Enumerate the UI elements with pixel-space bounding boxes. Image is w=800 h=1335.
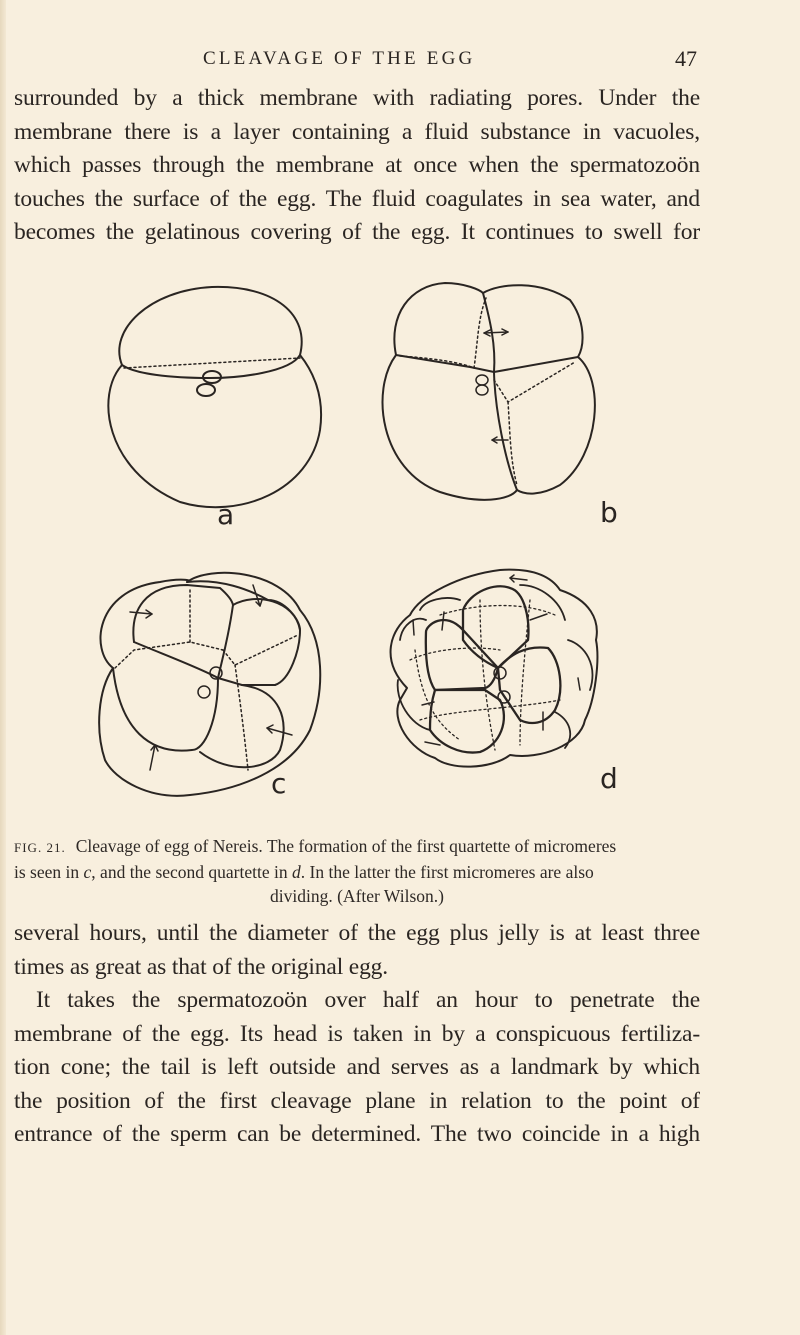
running-head xyxy=(0,44,800,74)
body-text-bottom xyxy=(14,917,700,1152)
caption-line-3: dividing. (After Wilson.) xyxy=(270,886,444,906)
text-line: tion cone; the tail is left outside and serves as a landmark by which xyxy=(14,1054,700,1080)
figure-21 xyxy=(0,275,800,815)
panel-c-drawing xyxy=(99,573,320,800)
caption-line-1: FIG. 21. Cleavage of egg of Nereis. The formation of the first quartette of micromeres xyxy=(14,836,617,856)
body-text-top xyxy=(14,82,700,250)
text-line: touches the surface of the egg. The fluid coagulates in sea water, and xyxy=(14,185,700,212)
caption-line-2: is seen in c, and the second quartette in d. In the latter the first micromeres are also xyxy=(14,862,594,882)
text-line: several hours, until the diameter of the egg plus jelly is at least three xyxy=(14,920,700,946)
text-line: which passes through the membrane at once when the spermatozoön xyxy=(14,152,700,178)
running-title: CLEAVAGE OF THE EGG xyxy=(203,48,476,69)
panel-label-b: b xyxy=(600,496,618,529)
panel-d-drawing xyxy=(391,570,598,767)
panel-label-a: a xyxy=(217,498,235,531)
text-line: becomes the gelatinous covering of the egg. It continues to swell for xyxy=(14,219,700,245)
figure-number: FIG. 21. xyxy=(14,840,66,855)
panel-b-drawing xyxy=(383,283,595,500)
panel-ref-c: c xyxy=(83,862,92,882)
panel-label-c: c xyxy=(271,767,287,800)
panel-a-drawing xyxy=(108,287,321,507)
paragraph-start-line: It takes the spermatozoön over half an hour to penetrate the xyxy=(36,987,700,1013)
text-line: entrance of the sperm can be determined. The two coincide in a high xyxy=(14,1121,700,1147)
text-line: surrounded by a thick membrane with radiating pores. Under the xyxy=(14,85,700,111)
text-line: the position of the first cleavage plane in relation to the point of xyxy=(14,1087,700,1114)
page-number: 47 xyxy=(675,46,697,71)
text-line: times as great as that of the original egg. xyxy=(14,953,389,980)
text-line: membrane of the egg. Its head is taken in by a conspicuous fertiliza- xyxy=(14,1020,700,1047)
figure-caption xyxy=(14,834,700,908)
panel-ref-d: d xyxy=(292,862,301,882)
text-line: membrane there is a layer containing a fluid substance in vacuoles, xyxy=(14,118,700,145)
panel-label-d: d xyxy=(600,762,618,795)
